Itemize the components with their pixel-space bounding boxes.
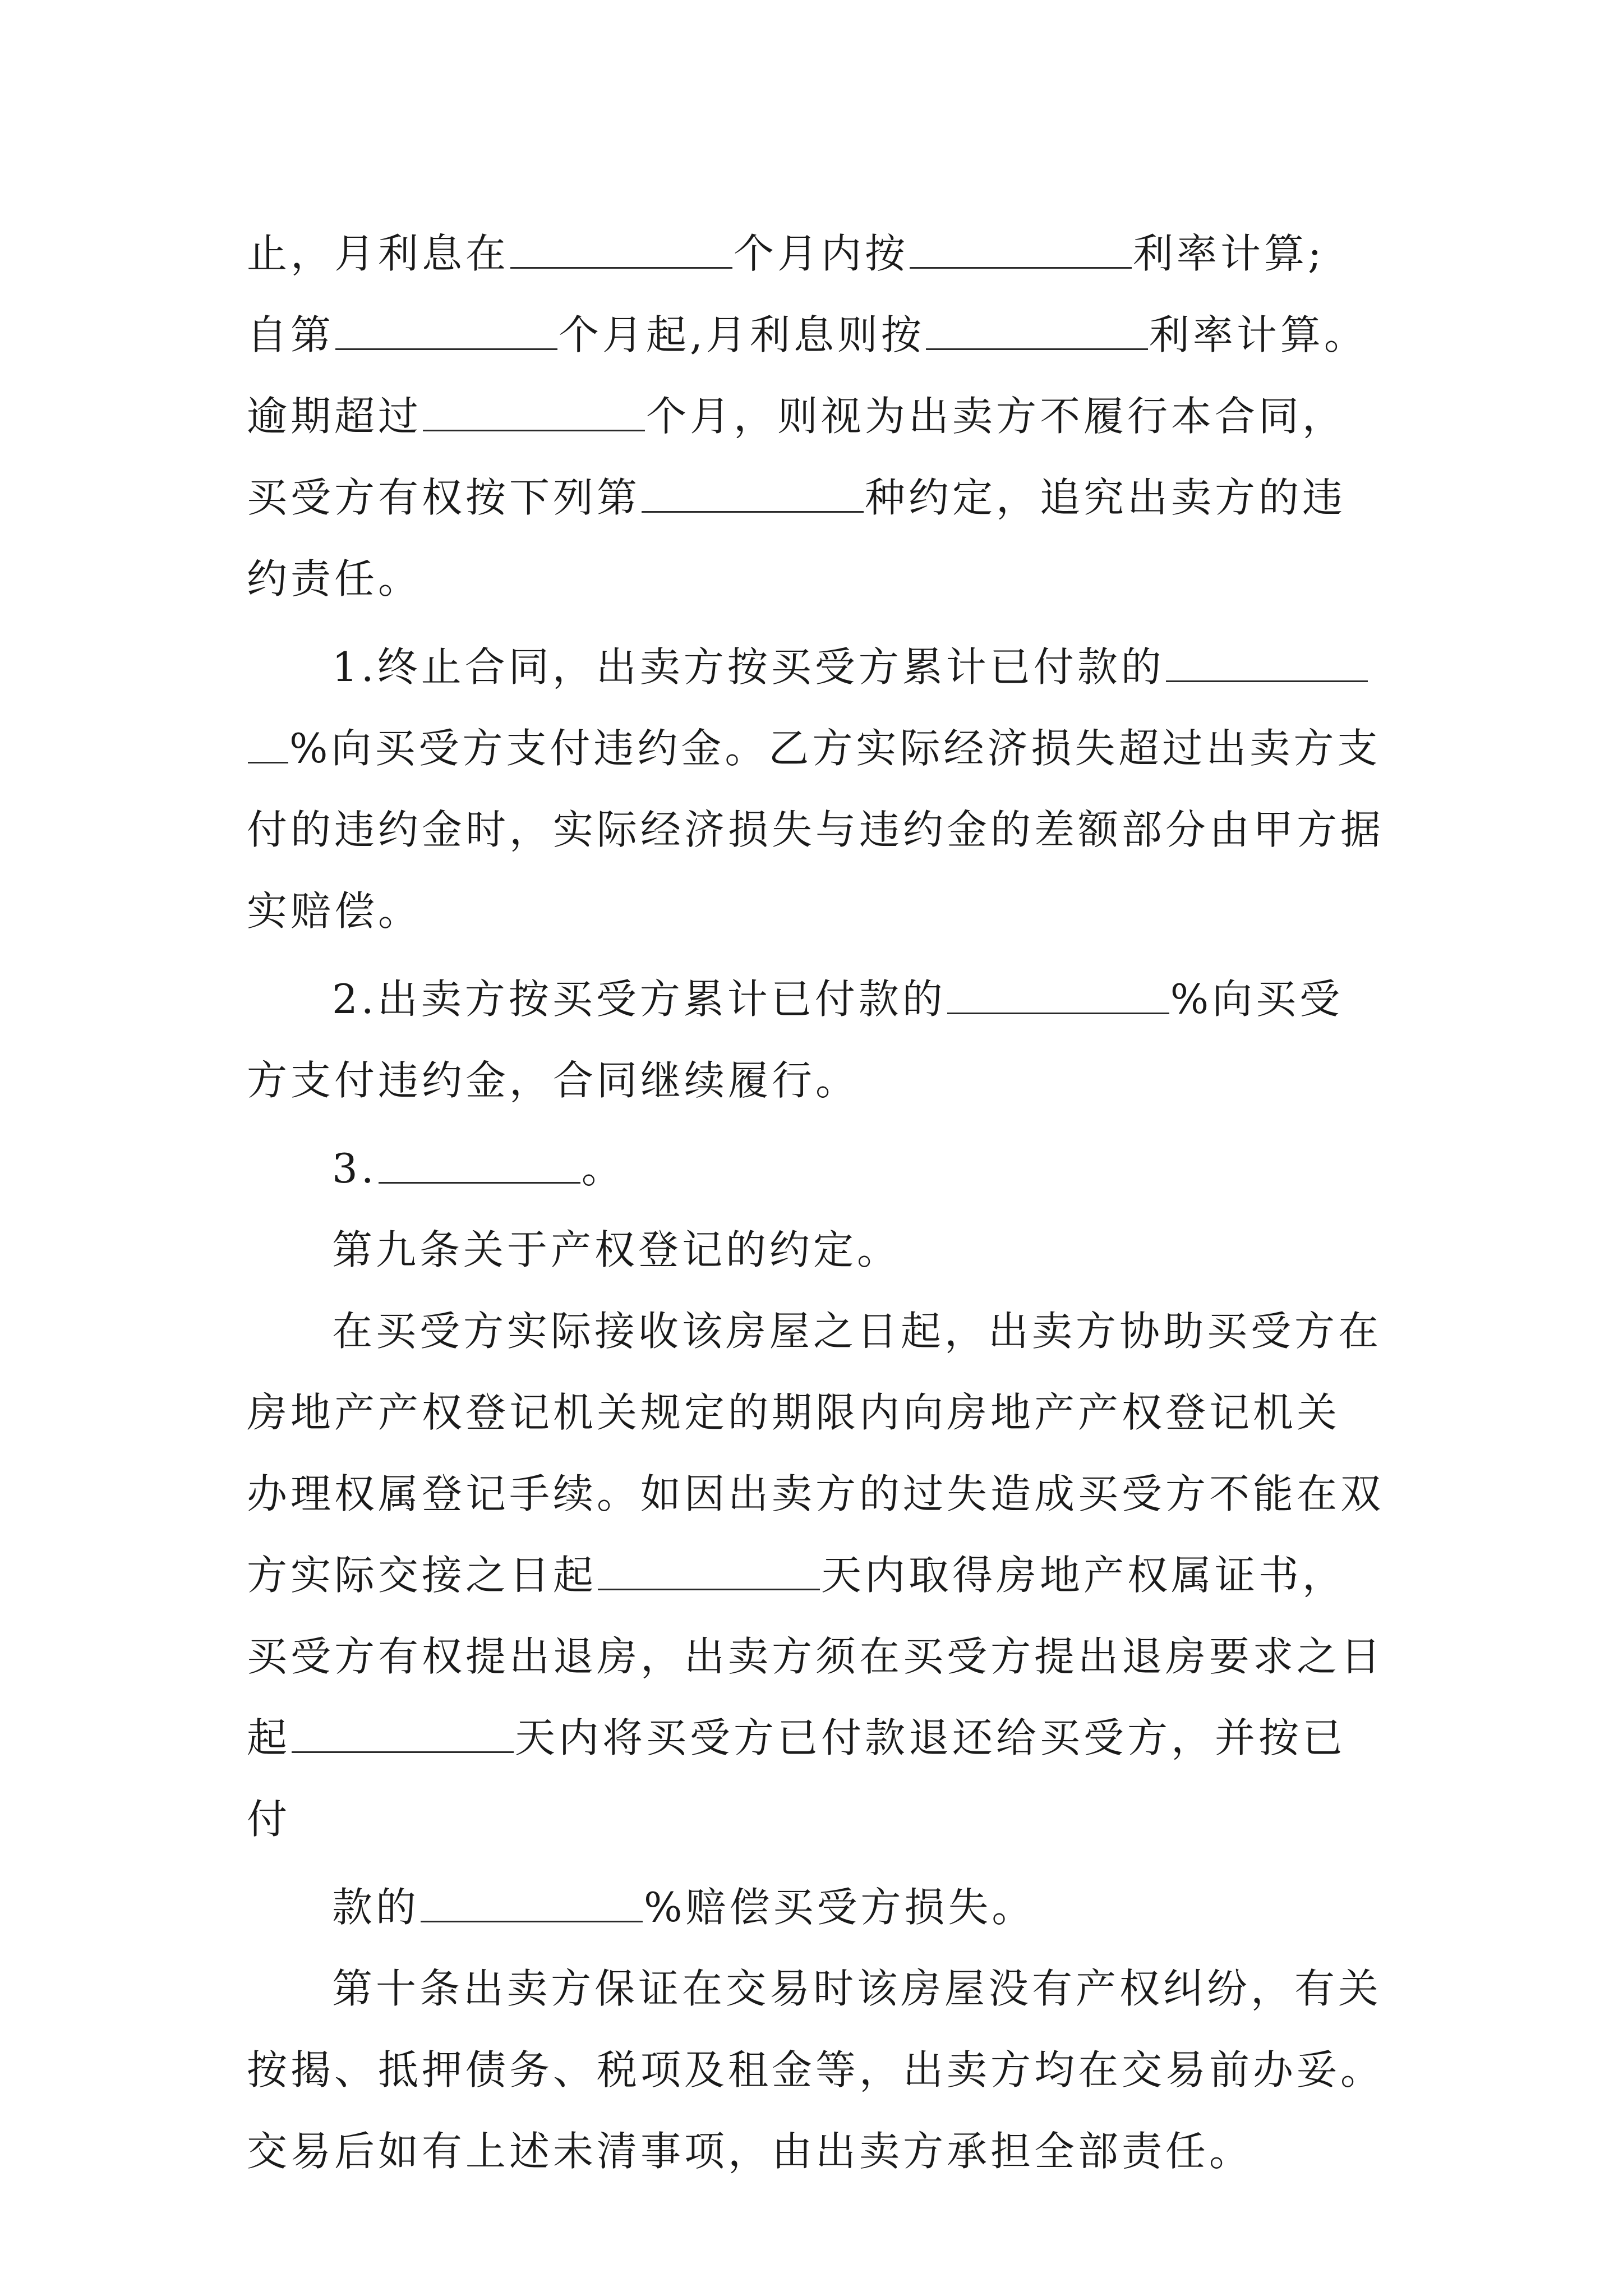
text-fragment: 个月，则视为出卖方不履行本合同， <box>646 393 1347 440</box>
text-fragment: %赔偿买受方损失。 <box>644 1884 1036 1931</box>
article-heading: 第九条关于产权登记的约定。 <box>332 1226 901 1273</box>
text-fragment: 2.出卖方按买受方累计已付款的 <box>332 976 946 1023</box>
text-fragment: 1.终止合同，出卖方按买受方累计已付款的 <box>332 643 1165 691</box>
text-line <box>247 295 1419 376</box>
fill-in-blank <box>379 1176 580 1184</box>
text-fragment: %向买受方支付违约金。乙方实际经济损失超过出卖方支 <box>289 725 1381 772</box>
text-fragment: 款的 <box>332 1884 420 1931</box>
fill-in-blank <box>910 261 1132 269</box>
text-fragment: %向买受 <box>1170 976 1344 1023</box>
fill-in-blank <box>423 424 645 431</box>
text-fragment: 。 <box>581 1145 625 1192</box>
text-fragment: 方实际交接之日起 <box>247 1552 597 1599</box>
text-line <box>247 1697 1419 1779</box>
contract-text <box>247 213 1419 2192</box>
text-fragment: 止，月利息在 <box>247 230 510 277</box>
text-fragment: 个月内按 <box>734 230 909 277</box>
text-fragment: 种约定，追究出卖方的违 <box>865 474 1347 521</box>
text-fragment: 买受方有权按下列第 <box>247 474 641 521</box>
fill-in-blank <box>926 343 1148 350</box>
text-line: 交易后如有上述未清事项，由出卖方承担全部责任。 <box>247 2128 1253 2175</box>
article-heading: 第十条出卖方保证在交易时该房屋没有产权纠纷，有关 <box>332 1965 1382 2012</box>
text-line <box>247 1535 1419 1616</box>
text-fragment: 自第 <box>247 311 335 358</box>
text-fragment: 逾期超过 <box>247 393 422 440</box>
text-line: 买受方有权提出退房，出卖方须在买受方提出退房要求之日 <box>247 1633 1385 1680</box>
text-line <box>247 708 1419 789</box>
fill-in-blank <box>335 343 557 350</box>
clause-item-1 <box>247 627 1419 708</box>
text-line: 约责任。 <box>247 555 422 602</box>
text-line: 实赔偿。 <box>247 887 422 935</box>
fill-in-blank <box>1166 675 1368 682</box>
text-fragment: 3. <box>332 1145 377 1192</box>
text-fragment: 起 <box>247 1714 291 1761</box>
clause-item-3 <box>247 1128 1419 1209</box>
text-fragment: 天内将买受方已付款退还给买受方，并按已 <box>515 1714 1347 1761</box>
text-fragment: 天内取得房地产权属证书， <box>821 1552 1347 1599</box>
text-line <box>247 1867 1419 1948</box>
fill-in-blank <box>598 1583 820 1590</box>
text-line: 付 <box>247 1796 291 1843</box>
text-line: 房地产产权登记机关规定的期限内向房地产产权登记机关 <box>247 1389 1341 1436</box>
text-fragment: 个月起,月利息则按 <box>559 311 925 358</box>
text-line <box>247 213 1419 295</box>
text-line: 办理权属登记手续。如因出卖方的过失造成买受方不能在双 <box>247 1470 1385 1517</box>
fill-in-blank <box>510 261 732 269</box>
text-line <box>247 376 1419 457</box>
text-line: 方支付违约金，合同继续履行。 <box>247 1057 860 1104</box>
fill-in-blank <box>248 756 288 763</box>
fill-in-blank <box>292 1746 514 1753</box>
fill-in-blank <box>642 505 864 513</box>
clause-item-2 <box>247 959 1419 1040</box>
text-fragment: 利率计算。 <box>1149 311 1368 358</box>
text-fragment: 利率计算; <box>1133 230 1325 277</box>
text-line: 付的违约金时，实际经济损失与违约金的差额部分由甲方据 <box>247 806 1385 853</box>
text-line: 在买受方实际接收该房屋之日起，出卖方协助买受方在 <box>332 1308 1382 1355</box>
fill-in-blank <box>421 1915 643 1922</box>
text-line: 按揭、抵押债务、税项及租金等，出卖方均在交易前办妥。 <box>247 2046 1385 2093</box>
text-line <box>247 457 1419 539</box>
fill-in-blank <box>947 1007 1169 1014</box>
